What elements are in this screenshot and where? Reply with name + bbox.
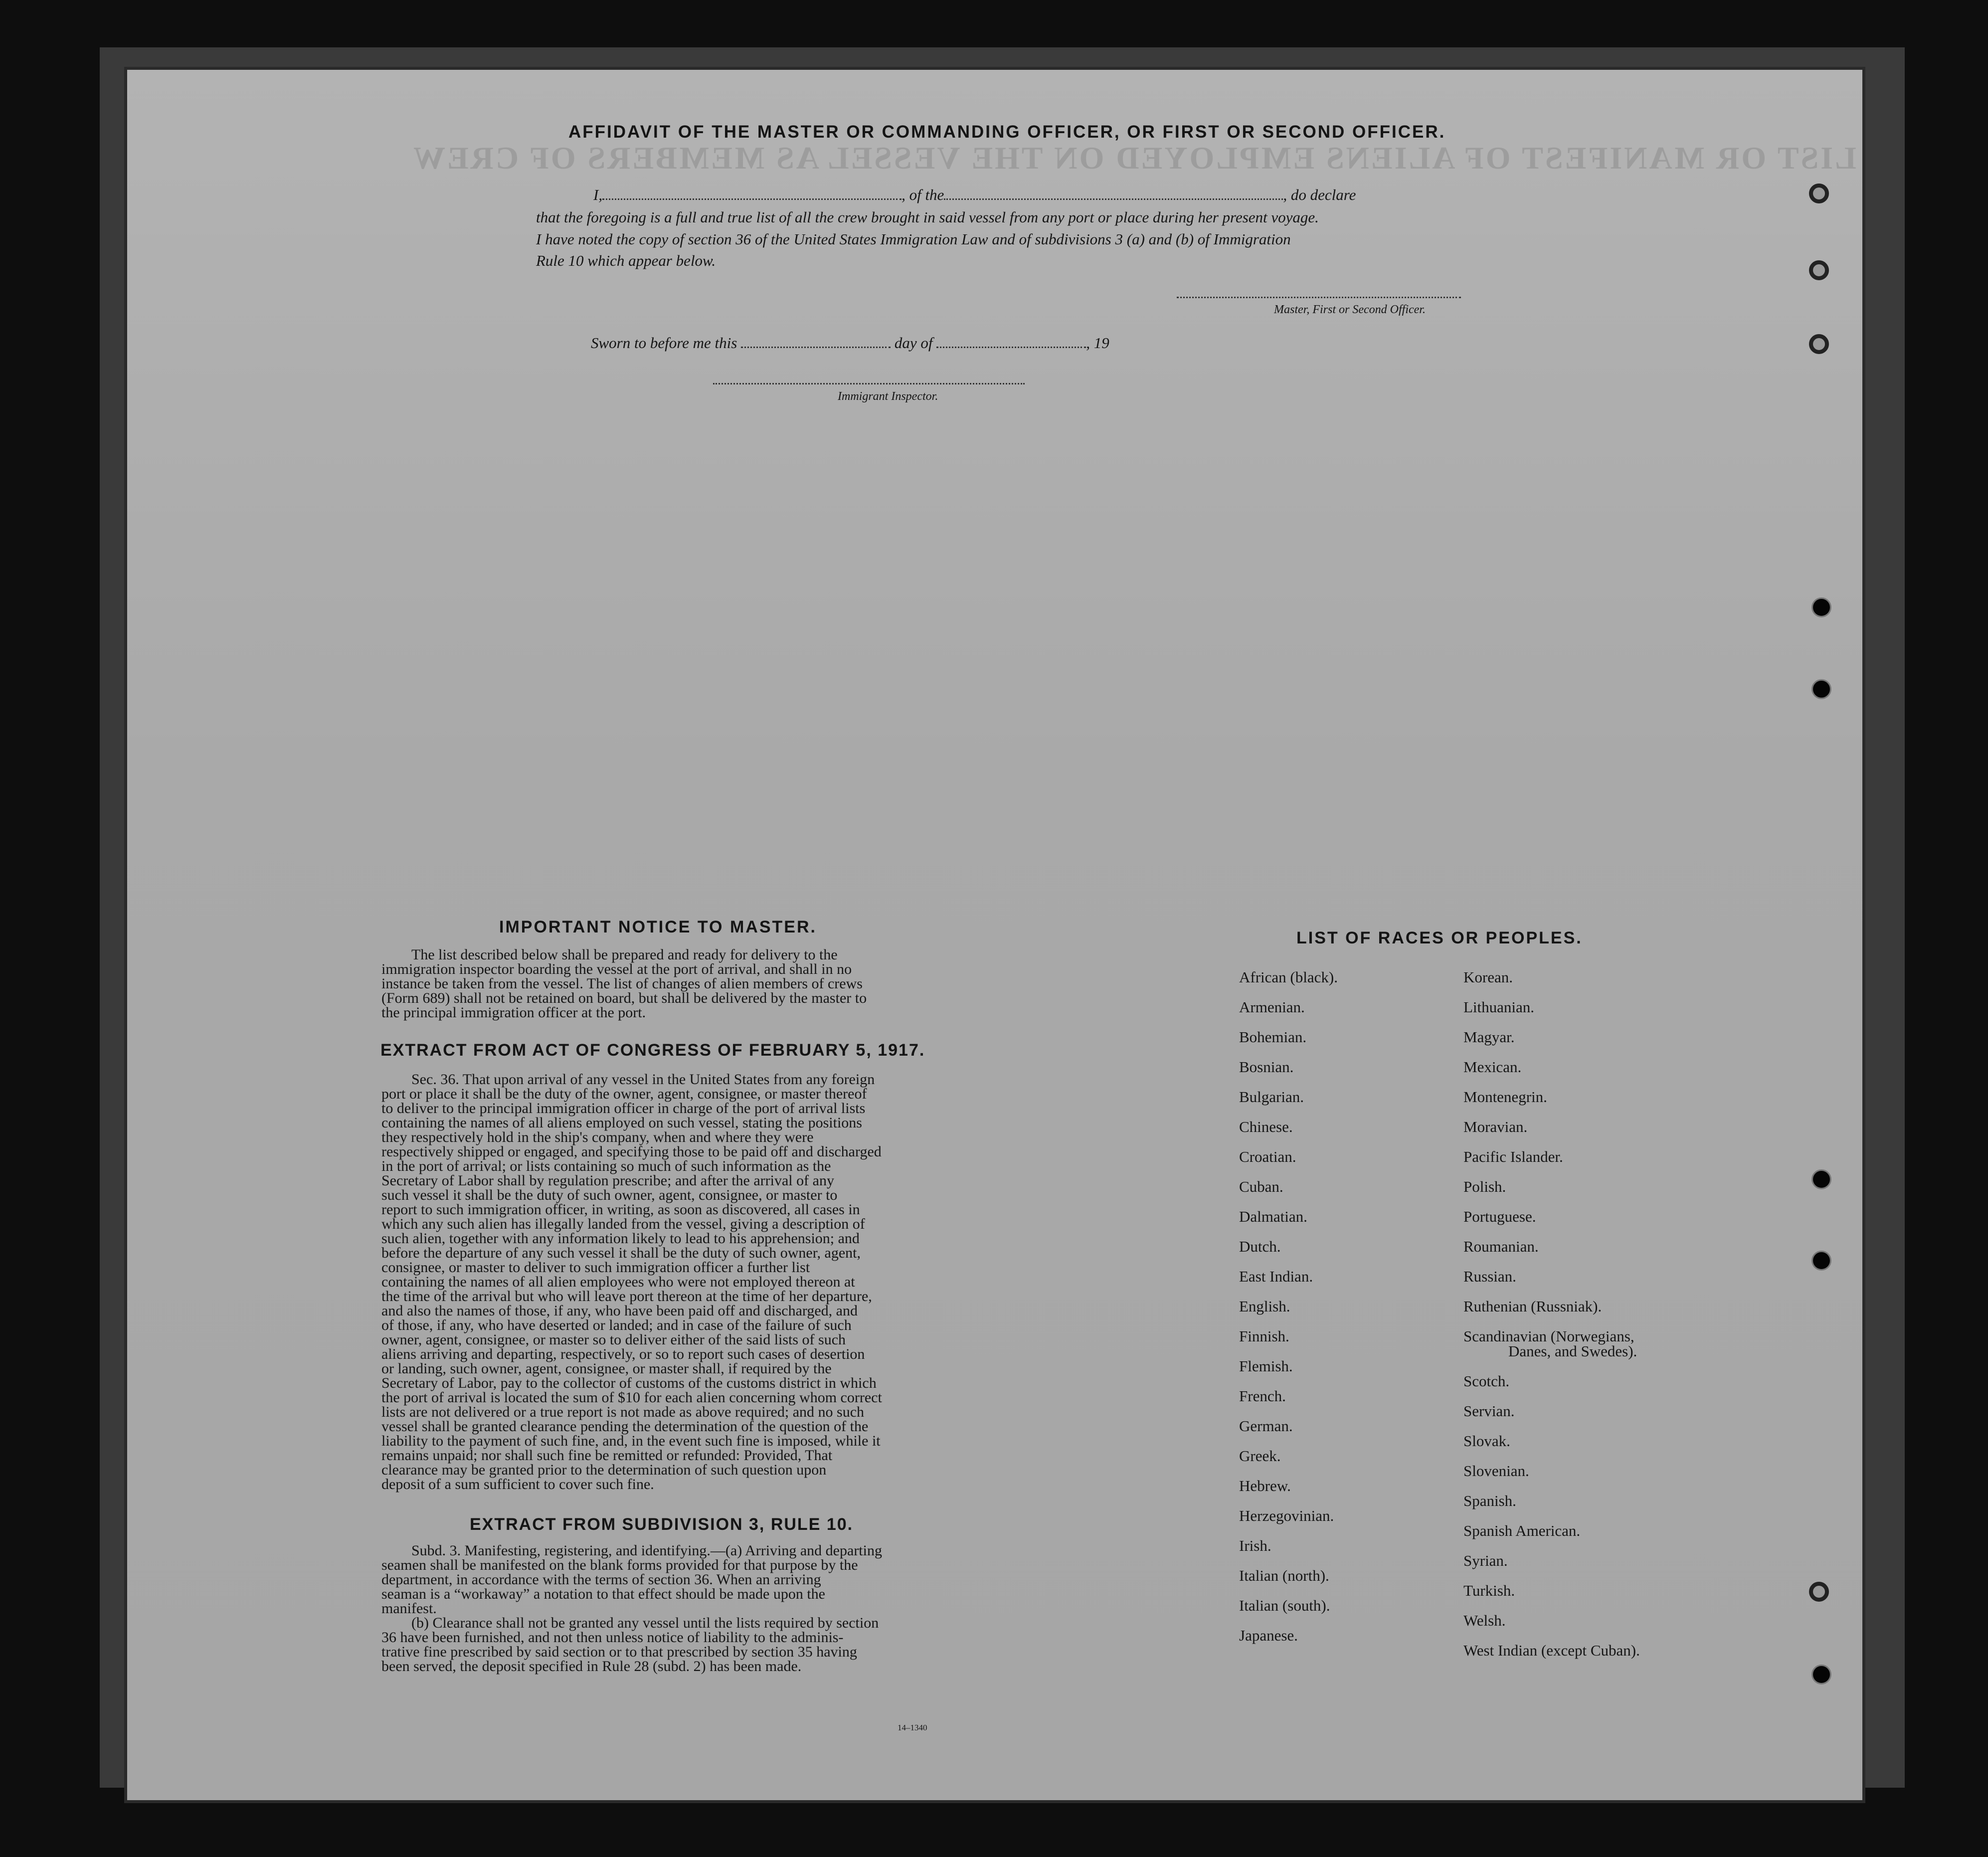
- extract-act-line: the port of arrival is located the sum of $10 for each alien concerning whom correct: [381, 1389, 882, 1406]
- sworn-month-blank[interactable]: [936, 347, 1086, 348]
- extract-act-line: aliens arriving and departing, respectively, or so to report such cases of desertion: [381, 1346, 865, 1362]
- extract-act-line: they respectively hold in the ship's company, when and where they were: [381, 1129, 814, 1145]
- extract-act-title: EXTRACT FROM ACT OF CONGRESS OF FEBRUARY 5, 1917.: [380, 1041, 925, 1060]
- extract-rule-line: Subd. 3. Manifesting, registering, and identifying.—(a) Arriving and departing: [411, 1542, 882, 1559]
- race-item: Mexican.: [1463, 1058, 1522, 1076]
- extract-act-line: clearance may be granted prior to the determination of such question upon: [381, 1462, 827, 1478]
- extract-act-line: consignee, or master to deliver to such immigration officer a further list: [381, 1259, 810, 1276]
- race-item: Hebrew.: [1239, 1477, 1291, 1494]
- extract-rule-line: manifest.: [381, 1600, 437, 1617]
- race-item: Danes, and Swedes).: [1508, 1342, 1637, 1360]
- extract-act-line: report to such immigration officer, in writing, as soon as discovered, all cases in: [381, 1201, 860, 1218]
- extract-act-line: vessel shall be granted clearance pending the determination of the question of the: [381, 1418, 869, 1435]
- race-item: Ruthenian (Russniak).: [1463, 1298, 1602, 1315]
- race-item: Bosnian.: [1239, 1058, 1294, 1076]
- sworn-day-blank[interactable]: [741, 347, 891, 348]
- binder-hole-icon: [1811, 1169, 1831, 1189]
- binder-hole-icon: [1811, 597, 1831, 617]
- binder-hole-icon: [1809, 1582, 1829, 1602]
- extract-rule-text: [381, 1543, 1094, 1673]
- inspector-caption: Immigrant Inspector.: [838, 390, 938, 403]
- race-item: Polish.: [1463, 1178, 1506, 1195]
- race-item: West Indian (except Cuban).: [1463, 1642, 1640, 1659]
- affidavit-line-2: that the foregoing is a full and true list of all the crew brought in said vessel from any port or place during her present voyage.: [536, 208, 1319, 226]
- extract-act-line: owner, agent, consignee, or master so to deliver either of the said lists of such: [381, 1331, 846, 1348]
- extract-act-line: or landing, such owner, agent, consignee, or master shall, if required by the: [381, 1360, 832, 1377]
- race-item: Croatian.: [1239, 1148, 1296, 1165]
- race-item: Spanish American.: [1463, 1522, 1581, 1539]
- race-item: Bohemian.: [1239, 1028, 1307, 1046]
- extract-act-line: lists are not delivered or a true report is not made as above required; and no such: [381, 1404, 865, 1420]
- sworn-line: Sworn to before me this day of , 19: [591, 334, 1109, 352]
- races-left-column: [1239, 962, 1338, 1651]
- extract-act-line: containing the names of all alien employees who were not employed thereon at: [381, 1274, 855, 1290]
- extract-rule-line: 36 have been furnished, and not then unless notice of liability to the adminis-: [381, 1629, 844, 1646]
- race-item: Korean.: [1463, 968, 1513, 986]
- race-item: Moravian.: [1463, 1118, 1528, 1135]
- binder-hole-icon: [1811, 679, 1831, 699]
- races-right-column: [1463, 962, 1640, 1666]
- binder-hole-icon: [1809, 260, 1829, 280]
- extract-act-line: which any such alien has illegally landed from the vessel, giving a description of: [381, 1216, 865, 1232]
- race-item: East Indian.: [1239, 1268, 1313, 1285]
- notice-text: [381, 947, 1094, 1020]
- race-item: Scotch.: [1463, 1372, 1510, 1390]
- race-item: English.: [1239, 1298, 1290, 1315]
- notice-line: immigration inspector boarding the vessel at the port of arrival, and shall in no: [381, 961, 852, 977]
- extract-act-line: such alien, together with any information likely to lead to his apprehension; and: [381, 1230, 860, 1247]
- extract-act-line: deposit of a sum sufficient to cover such fine.: [381, 1476, 654, 1492]
- master-caption: Master, First or Second Officer.: [1274, 303, 1426, 316]
- inspector-signature-line[interactable]: [713, 383, 1025, 384]
- race-item: Japanese.: [1239, 1627, 1298, 1644]
- binder-hole-icon: [1811, 1251, 1831, 1271]
- race-item: Greek.: [1239, 1447, 1281, 1465]
- race-item: Welsh.: [1463, 1612, 1506, 1629]
- race-item: Slovenian.: [1463, 1462, 1529, 1480]
- binder-hole-icon: [1809, 184, 1829, 203]
- race-item: Portuguese.: [1463, 1208, 1536, 1225]
- extract-act-text: [381, 1072, 1094, 1491]
- race-item: Slovak.: [1463, 1432, 1510, 1450]
- extract-act-line: port or place it shall be the duty of the owner, agent, consignee, or master thereof: [381, 1086, 867, 1102]
- race-item: Servian.: [1463, 1402, 1515, 1420]
- affidavit-line-1: I, , of the , do declare: [593, 186, 1356, 203]
- notice-line: the principal immigration officer at the port.: [381, 1004, 646, 1021]
- race-item: Syrian.: [1463, 1552, 1508, 1569]
- race-item: African (black).: [1239, 968, 1338, 986]
- extract-act-line: liability to the payment of such fine, and, in the event such fine is imposed, while it: [381, 1433, 881, 1449]
- form-number: 14–1340: [898, 1723, 927, 1732]
- race-item: Pacific Islander.: [1463, 1148, 1563, 1165]
- notice-line: instance be taken from the vessel. The list of changes of alien members of crews: [381, 975, 863, 992]
- race-item: Armenian.: [1239, 998, 1305, 1016]
- affidavit-line-4: Rule 10 which appear below.: [536, 252, 716, 269]
- race-item: German.: [1239, 1417, 1293, 1435]
- extract-act-line: such vessel it shall be the duty of such owner, agent, consignee, or master to: [381, 1187, 838, 1203]
- races-title: LIST OF RACES OR PEOPLES.: [1296, 928, 1583, 947]
- extract-act-line: Sec. 36. That upon arrival of any vessel in the United States from any foreign: [411, 1071, 875, 1088]
- race-item: Finnish.: [1239, 1327, 1289, 1345]
- extract-rule-line: seaman is a “workaway” a notation to that effect should be made upon the: [381, 1586, 825, 1602]
- race-item: Spanish.: [1463, 1492, 1516, 1509]
- master-signature-line[interactable]: [1177, 297, 1461, 298]
- vessel-blank[interactable]: [944, 198, 1283, 200]
- notice-line: (Form 689) shall not be retained on board, but shall be delivered by the master to: [381, 990, 867, 1006]
- notice-title: IMPORTANT NOTICE TO MASTER.: [499, 918, 817, 936]
- race-item: Dutch.: [1239, 1238, 1281, 1255]
- extract-rule-line: been served, the deposit specified in Rule 28 (subd. 2) has been made.: [381, 1658, 802, 1674]
- bleed-through-title: LIST OR MANIFEST OF ALIENS EMPLOYED ON THE VESSEL AS MEMBERS OF CREW: [411, 140, 1856, 176]
- extract-act-line: respectively shipped or engaged, and specifying those to be paid off and discharged: [381, 1143, 882, 1160]
- race-item: Chinese.: [1239, 1118, 1293, 1135]
- extract-act-line: to deliver to the principal immigration officer in charge of the port of arrival lists: [381, 1100, 866, 1116]
- extract-act-line: the time of the arrival but who will leave port thereon at the time of her departure,: [381, 1288, 872, 1304]
- extract-act-line: Secretary of Labor shall by regulation prescribe; and after the arrival of any: [381, 1172, 834, 1189]
- race-item: Bulgarian.: [1239, 1088, 1304, 1106]
- extract-rule-line: (b) Clearance shall not be granted any vessel until the lists required by section: [411, 1615, 879, 1631]
- extract-rule-title: EXTRACT FROM SUBDIVISION 3, RULE 10.: [470, 1515, 854, 1534]
- extract-act-line: containing the names of all aliens employed on such vessel, stating the positions: [381, 1114, 862, 1131]
- race-item: Turkish.: [1463, 1582, 1515, 1599]
- extract-act-line: and also the names of those, if any, who have been paid off and discharged, and: [381, 1302, 858, 1319]
- name-blank[interactable]: [602, 198, 902, 200]
- extract-act-line: remains unpaid; nor shall such fine be remitted or refunded: Provided, That: [381, 1447, 833, 1464]
- extract-act-line: before the departure of any such vessel it shall be the duty of such owner, agent,: [381, 1245, 861, 1261]
- race-item: Dalmatian.: [1239, 1208, 1307, 1225]
- race-item: Italian (north).: [1239, 1567, 1329, 1584]
- affidavit-line-3: I have noted the copy of section 36 of the United States Immigration Law and of subdivisions 3 (a) and (b) of Immigration: [536, 230, 1291, 248]
- extract-act-line: in the port of arrival; or lists containing so much of such information as the: [381, 1158, 831, 1174]
- extract-act-line: of those, if any, who have deserted or landed; and in case of the failure of such: [381, 1317, 852, 1333]
- race-item: Russian.: [1463, 1268, 1516, 1285]
- race-item: Scandinavian (Norwegians,: [1463, 1327, 1634, 1345]
- race-item: Montenegrin.: [1463, 1088, 1547, 1106]
- race-item: Roumanian.: [1463, 1238, 1539, 1255]
- notice-line: The list described below shall be prepared and ready for delivery to the: [411, 946, 838, 963]
- race-item: Magyar.: [1463, 1028, 1515, 1046]
- race-item: Herzegovinian.: [1239, 1507, 1334, 1524]
- race-item: Lithuanian.: [1463, 998, 1535, 1016]
- race-item: Italian (south).: [1239, 1597, 1330, 1614]
- race-item: Cuban.: [1239, 1178, 1283, 1195]
- extract-rule-line: trative fine prescribed by said section or to that prescribed by section 35 having: [381, 1644, 857, 1660]
- extract-act-line: Secretary of Labor, pay to the collector of customs of the customs district in which: [381, 1375, 877, 1391]
- extract-rule-line: department, in accordance with the terms of section 36. When an arriving: [381, 1571, 821, 1588]
- manifest-page: [127, 70, 1862, 1800]
- binder-hole-icon: [1811, 1665, 1831, 1684]
- binder-hole-icon: [1809, 334, 1829, 354]
- race-item: Irish.: [1239, 1537, 1271, 1554]
- race-item: French.: [1239, 1387, 1286, 1405]
- affidavit-title: AFFIDAVIT OF THE MASTER OR COMMANDING OFFICER, OR FIRST OR SECOND OFFICER.: [568, 122, 1446, 142]
- extract-rule-line: seamen shall be manifested on the blank forms provided for that purpose by the: [381, 1557, 858, 1573]
- race-item: Flemish.: [1239, 1357, 1293, 1375]
